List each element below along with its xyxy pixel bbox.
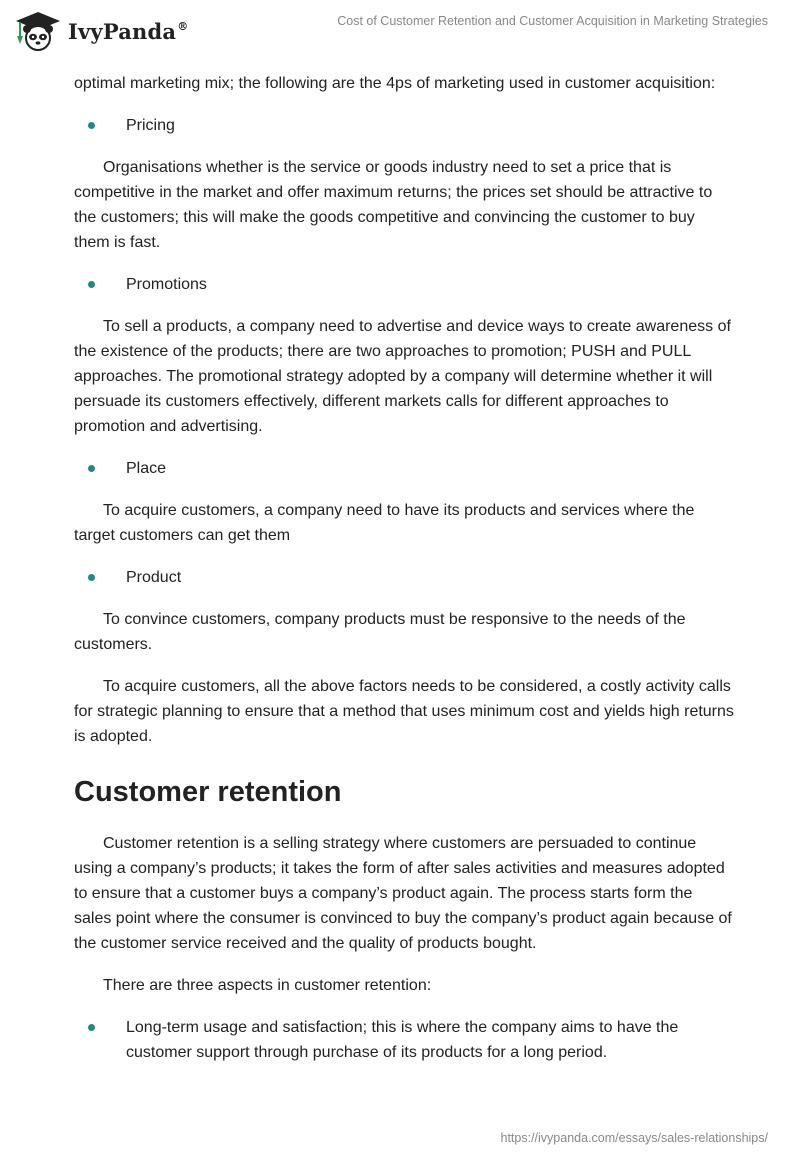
paragraph-retention: Customer retention is a selling strategy where customers are persuaded to continue using a company’s products; it takes the form of after sales activities and measures adopted to ensure that a customer buys a company’s product again. The process starts form the sales point where the consumer is convinced to buy the company’s product again because of the customer service received and the quality of products bought. bbox=[74, 835, 732, 952]
bullet-label: Place bbox=[126, 460, 167, 477]
bullet-item-long-term-usage bbox=[74, 1015, 734, 1065]
logo[interactable] bbox=[14, 10, 188, 52]
source-url[interactable]: https://ivypanda.com/essays/sales-relationships/ bbox=[500, 1131, 768, 1145]
section-heading-customer-retention: Customer retention bbox=[74, 776, 342, 808]
bullet-label: Long-term usage and satisfaction; this is where the company aims to have the customer support through purchase of its products for a long period. bbox=[126, 1019, 679, 1061]
paragraph-place: To acquire customers, a company need to have its products and services where the target customers can get them bbox=[74, 502, 695, 544]
panda-logo-icon bbox=[14, 10, 62, 52]
bullet-item-product bbox=[74, 565, 734, 590]
page-header bbox=[0, 0, 800, 72]
bullet-dot-icon bbox=[88, 465, 95, 472]
paragraph-pricing: Organisations whether is the service or goods industry need to set a price that is competitive in the market and offer maximum returns; the prices set should be attractive to the customers; this will make the goods competitive and convincing the customer to buy them is fast. bbox=[74, 159, 713, 251]
bullet-item-promotions bbox=[74, 272, 734, 297]
paragraph-promotions: To sell a products, a company need to advertise and device ways to create awareness of the existence of the products; there are two approaches to promotion; PUSH and PULL approaches. The promotional strategy adopted by a company will determine whether it will persuade its customers effectively, different markets calls for different approaches to promotion and advertising. bbox=[74, 318, 731, 435]
intro-paragraph: optimal marketing mix; the following are the 4ps of marketing used in customer acquisition: bbox=[74, 75, 716, 92]
bullet-label: Promotions bbox=[126, 276, 207, 293]
bullet-dot-icon bbox=[88, 1024, 95, 1031]
paragraph-summary: To acquire customers, all the above factors needs to be considered, a costly activity calls for strategic planning to ensure that a method that uses minimum cost and yields high returns is adopted. bbox=[74, 678, 734, 745]
article-body bbox=[74, 71, 734, 1082]
logo-text: IvyPanda® bbox=[68, 18, 189, 44]
bullet-item-place bbox=[74, 456, 734, 481]
bullet-dot-icon bbox=[88, 574, 95, 581]
bullet-label: Product bbox=[126, 569, 182, 586]
paragraph-product: To convince customers, company products must be responsive to the needs of the customers. bbox=[74, 611, 686, 653]
bullet-dot-icon bbox=[88, 122, 95, 129]
paragraph-aspects: There are three aspects in customer retention: bbox=[103, 977, 432, 994]
bullet-label: Pricing bbox=[126, 117, 175, 134]
document-title: Cost of Customer Retention and Customer Acquisition in Marketing Strategies bbox=[337, 14, 768, 28]
bullet-item-pricing bbox=[74, 113, 734, 138]
bullet-dot-icon bbox=[88, 281, 95, 288]
